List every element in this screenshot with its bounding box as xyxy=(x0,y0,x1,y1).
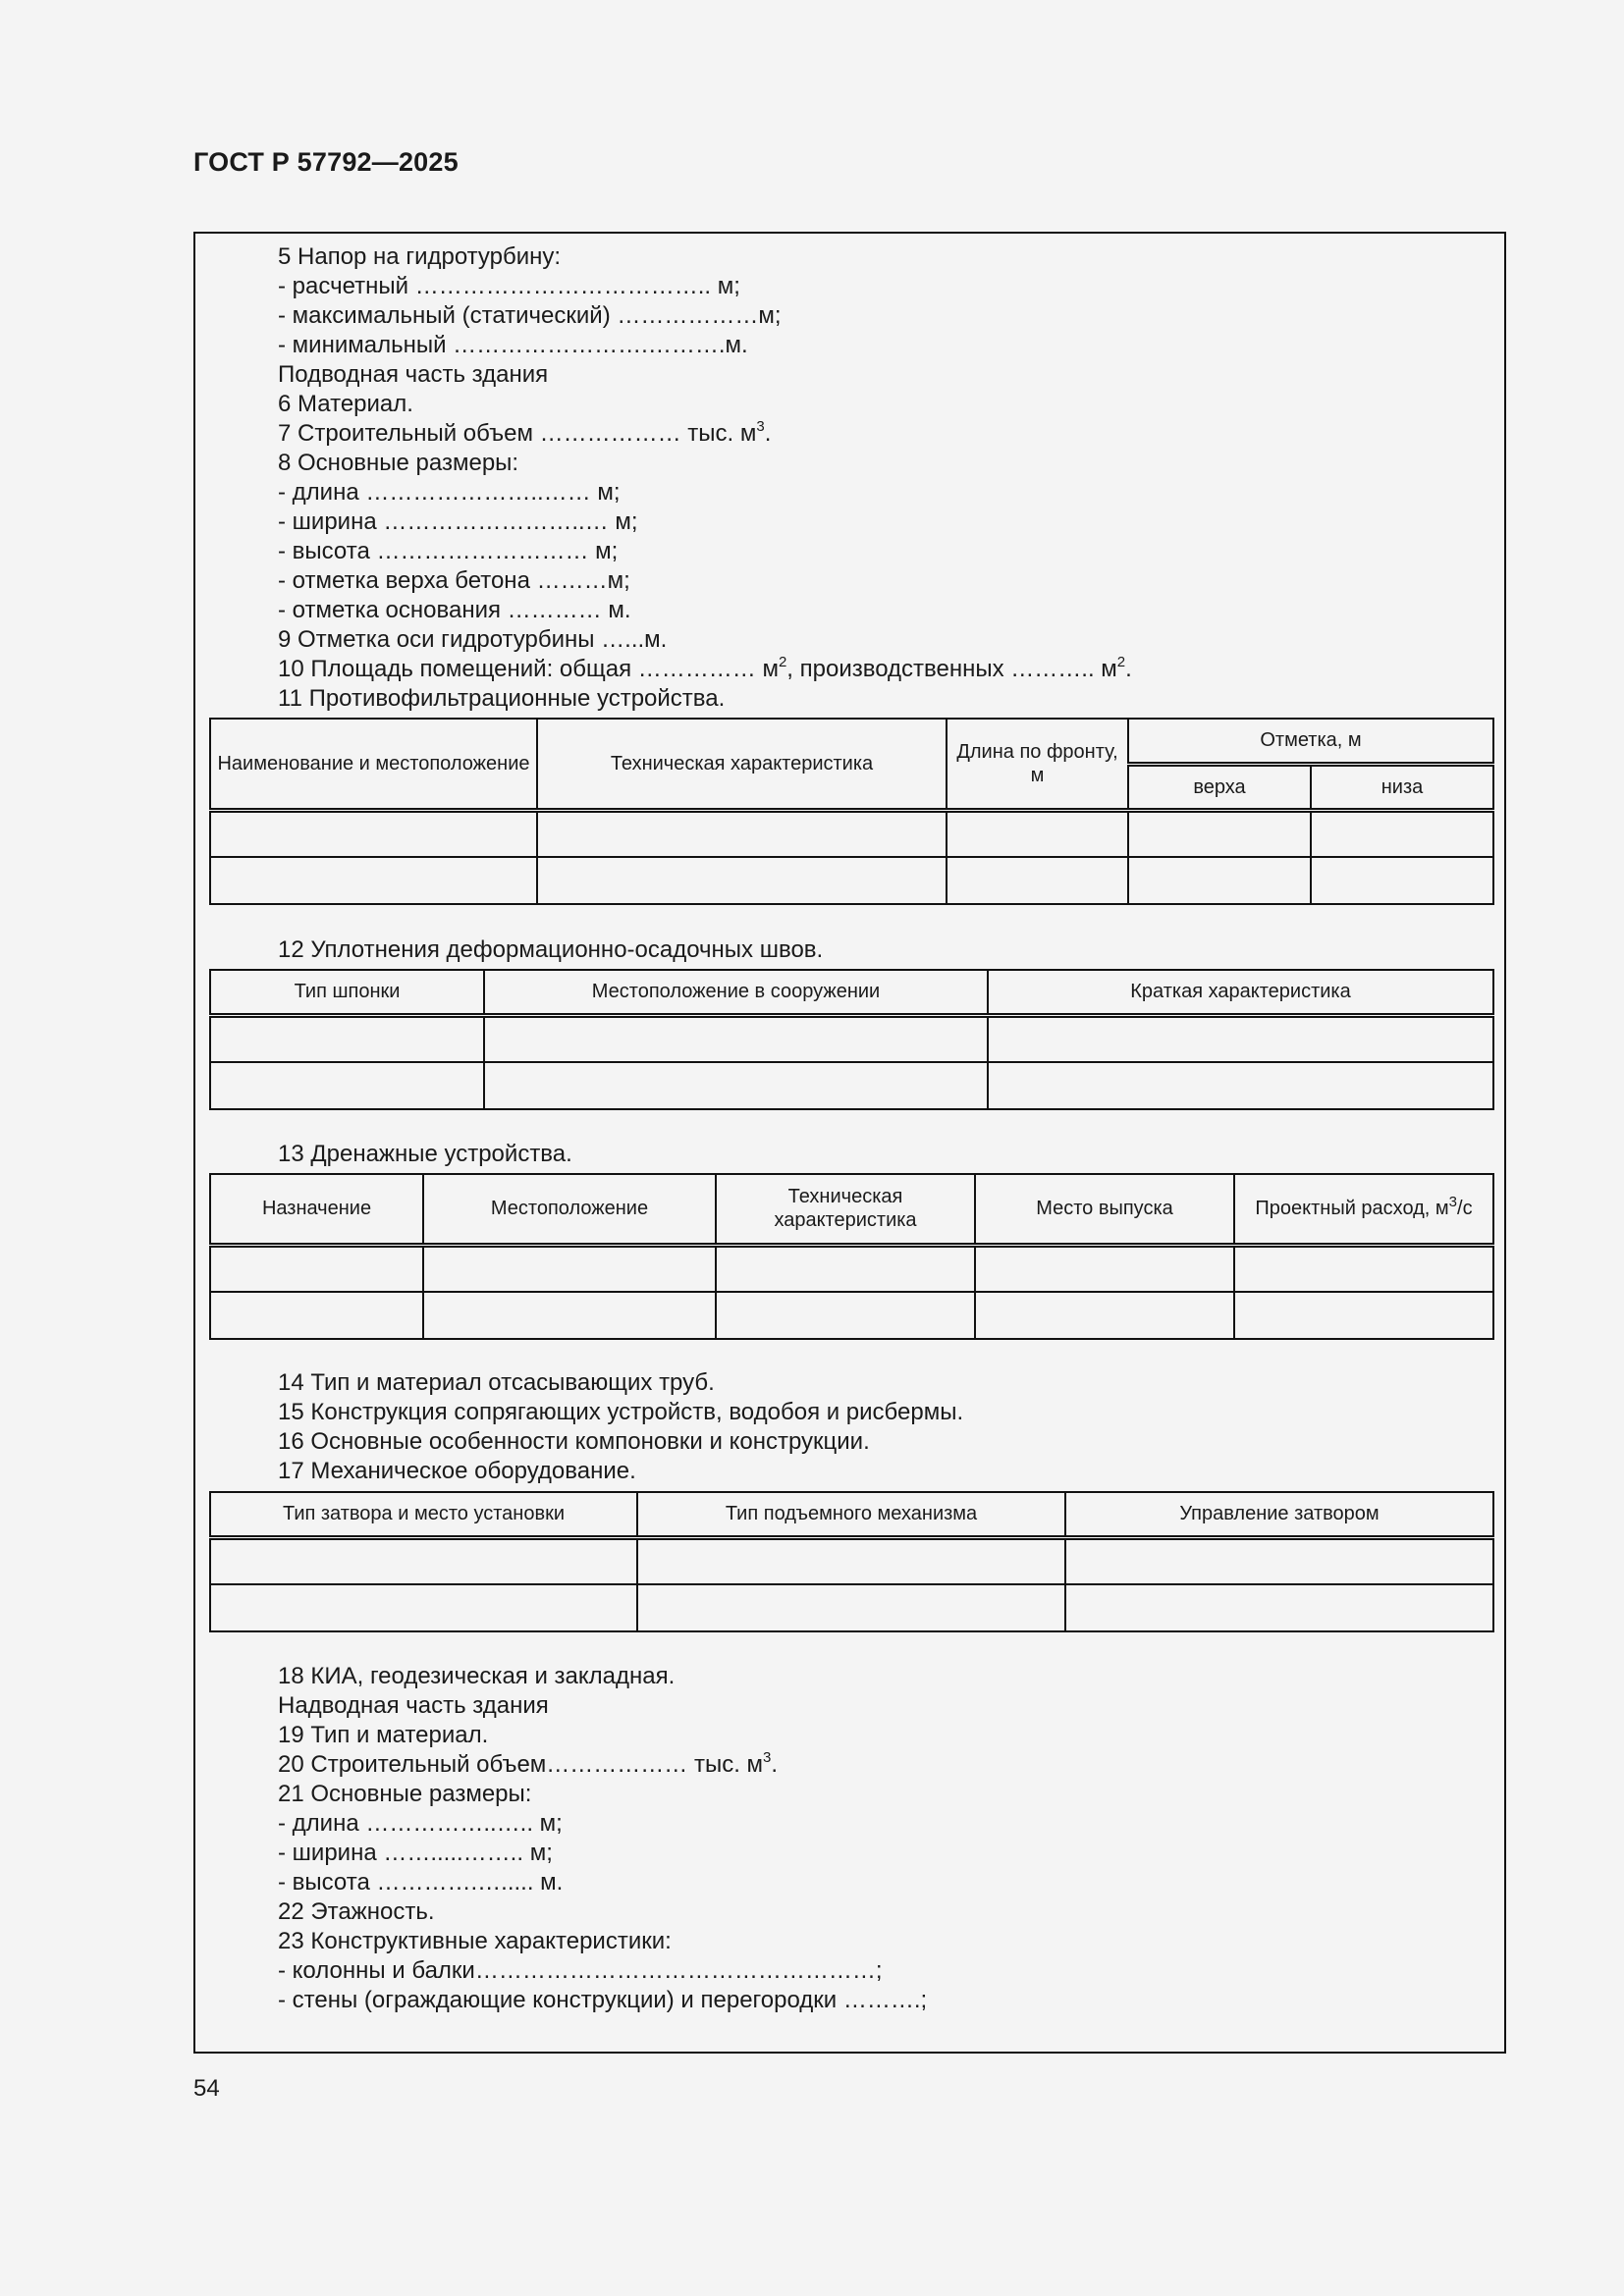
empty-cell xyxy=(1311,857,1493,904)
empty-cell xyxy=(716,1245,975,1292)
table-header-cell: верха xyxy=(1128,764,1311,810)
table-header-cell: Назначение xyxy=(210,1174,423,1245)
table-row xyxy=(210,1292,1493,1339)
empty-cell xyxy=(988,1062,1493,1109)
table-antifiltration xyxy=(209,718,1494,905)
empty-cell xyxy=(210,1015,484,1062)
table-header-cell: Краткая характеристика xyxy=(988,970,1493,1015)
text-line-volume: 20 Строительный объем……………… тыс. $м^3$. xyxy=(278,1749,779,1778)
empty-cell xyxy=(1234,1245,1493,1292)
empty-cell xyxy=(1128,857,1311,904)
table-row xyxy=(210,1015,1493,1062)
table-mechanical-equipment xyxy=(209,1491,1494,1632)
table-header-cell: Проектный расход, $м^3/с$ xyxy=(1234,1174,1493,1245)
table-row xyxy=(210,1584,1493,1631)
empty-cell xyxy=(537,810,947,857)
text-line: - ширина …….....…….. м; xyxy=(278,1840,553,1866)
empty-cell xyxy=(210,1245,423,1292)
text-line: 13 Дренажные устройства. xyxy=(278,1141,572,1167)
empty-cell xyxy=(947,810,1128,857)
text-line: - ширина ……………………..… м; xyxy=(278,508,638,535)
text-line: 15 Конструкция сопрягающих устройств, водобоя и рисбермы. xyxy=(278,1399,964,1425)
table-header-cell: Тип шпонки xyxy=(210,970,484,1015)
table-header-cell: низа xyxy=(1311,764,1493,810)
text-line: - длина …………………..…… м; xyxy=(278,479,621,506)
table-row xyxy=(210,857,1493,904)
table-header-cell: Место выпуска xyxy=(975,1174,1234,1245)
table-row xyxy=(210,1062,1493,1109)
table-header-cell: Длина по фронту, м xyxy=(947,719,1128,810)
text-line-area: 10 Площадь помещений: общая …………… $м^2$, производственных ……….. $м^2$. xyxy=(278,654,1132,682)
table-row xyxy=(210,1245,1493,1292)
empty-cell xyxy=(988,1015,1493,1062)
empty-cell xyxy=(637,1584,1065,1631)
text-line: - расчетный ……………………………….. м; xyxy=(278,273,740,299)
table-header-cell: Тип затвора и место установки xyxy=(210,1492,637,1537)
text-line: 18 КИА, геодезическая и закладная. xyxy=(278,1663,676,1689)
text-line: 12 Уплотнения деформационно-осадочных швов. xyxy=(278,936,824,963)
text-line: - минимальный …………………….……….м. xyxy=(278,332,748,358)
text-line: 19 Тип и материал. xyxy=(278,1722,489,1748)
text-line: 5 Напор на гидротурбину: xyxy=(278,243,562,270)
empty-cell xyxy=(637,1537,1065,1584)
table-header-cell: Тип подъемного механизма xyxy=(637,1492,1065,1537)
empty-cell xyxy=(210,1062,484,1109)
section-heading: Надводная часть здания xyxy=(278,1692,549,1719)
table-header-cell: Местоположение в сооружении xyxy=(484,970,988,1015)
text-line: 22 Этажность. xyxy=(278,1898,435,1925)
text-line: - колонны и балки……………………………………………; xyxy=(278,1957,883,1984)
text-line: 11 Противофильтрационные устройства. xyxy=(278,685,726,712)
text-line: - отметка основания ………… м. xyxy=(278,597,631,623)
empty-cell xyxy=(210,857,537,904)
text-line: 8 Основные размеры: xyxy=(278,450,519,476)
text-line: - максимальный (статический) ………………м; xyxy=(278,302,782,329)
text-line: 6 Материал. xyxy=(278,391,413,417)
empty-cell xyxy=(423,1245,716,1292)
text-line: - отметка верха бетона ………м; xyxy=(278,567,630,594)
empty-cell xyxy=(210,1292,423,1339)
empty-cell xyxy=(423,1292,716,1339)
text-line: 9 Отметка оси гидротурбины …...м. xyxy=(278,626,668,653)
section-heading: Подводная часть здания xyxy=(278,361,549,388)
empty-cell xyxy=(975,1292,1234,1339)
empty-cell xyxy=(1234,1292,1493,1339)
empty-cell xyxy=(947,857,1128,904)
text-line: 23 Конструктивные характеристики: xyxy=(278,1928,672,1954)
table-header-cell: Отметка, м xyxy=(1128,719,1493,764)
text-line-volume: 7 Строительный объем ……………… тыс. $м^3$. xyxy=(278,418,772,447)
empty-cell xyxy=(1065,1584,1493,1631)
text-line: 16 Основные особенности компоновки и конструкции. xyxy=(278,1428,870,1455)
table-row xyxy=(210,810,1493,857)
table-header-cell: Управление затвором xyxy=(1065,1492,1493,1537)
text-line: - высота ……………………… м; xyxy=(278,538,619,564)
empty-cell xyxy=(484,1015,988,1062)
empty-cell xyxy=(484,1062,988,1109)
table-row xyxy=(210,1537,1493,1584)
table-header-cell: Наименование и местоположение xyxy=(210,719,537,810)
empty-cell xyxy=(210,1584,637,1631)
page-header-title: ГОСТ Р 57792—2025 xyxy=(193,147,459,177)
text-line: - высота ………….…..... м. xyxy=(278,1869,564,1896)
text-line: - длина ……………..….. м; xyxy=(278,1810,563,1837)
empty-cell xyxy=(210,1537,637,1584)
table-header-cell: Местоположение xyxy=(423,1174,716,1245)
text-line: 14 Тип и материал отсасывающих труб. xyxy=(278,1369,715,1396)
empty-cell xyxy=(1128,810,1311,857)
empty-cell xyxy=(975,1245,1234,1292)
text-line: 21 Основные размеры: xyxy=(278,1781,532,1807)
table-header-cell: Техническая характеристика xyxy=(716,1174,975,1245)
page-number: 54 xyxy=(193,2075,220,2102)
empty-cell xyxy=(716,1292,975,1339)
empty-cell xyxy=(210,810,537,857)
table-header-cell: Техническая характеристика xyxy=(537,719,947,810)
empty-cell xyxy=(1311,810,1493,857)
table-drainage xyxy=(209,1173,1494,1340)
empty-cell xyxy=(537,857,947,904)
table-joint-seals xyxy=(209,969,1494,1110)
text-line: - стены (ограждающие конструкции) и перегородки ……….; xyxy=(278,1987,928,2013)
empty-cell xyxy=(1065,1537,1493,1584)
text-line: 17 Механическое оборудование. xyxy=(278,1458,636,1484)
